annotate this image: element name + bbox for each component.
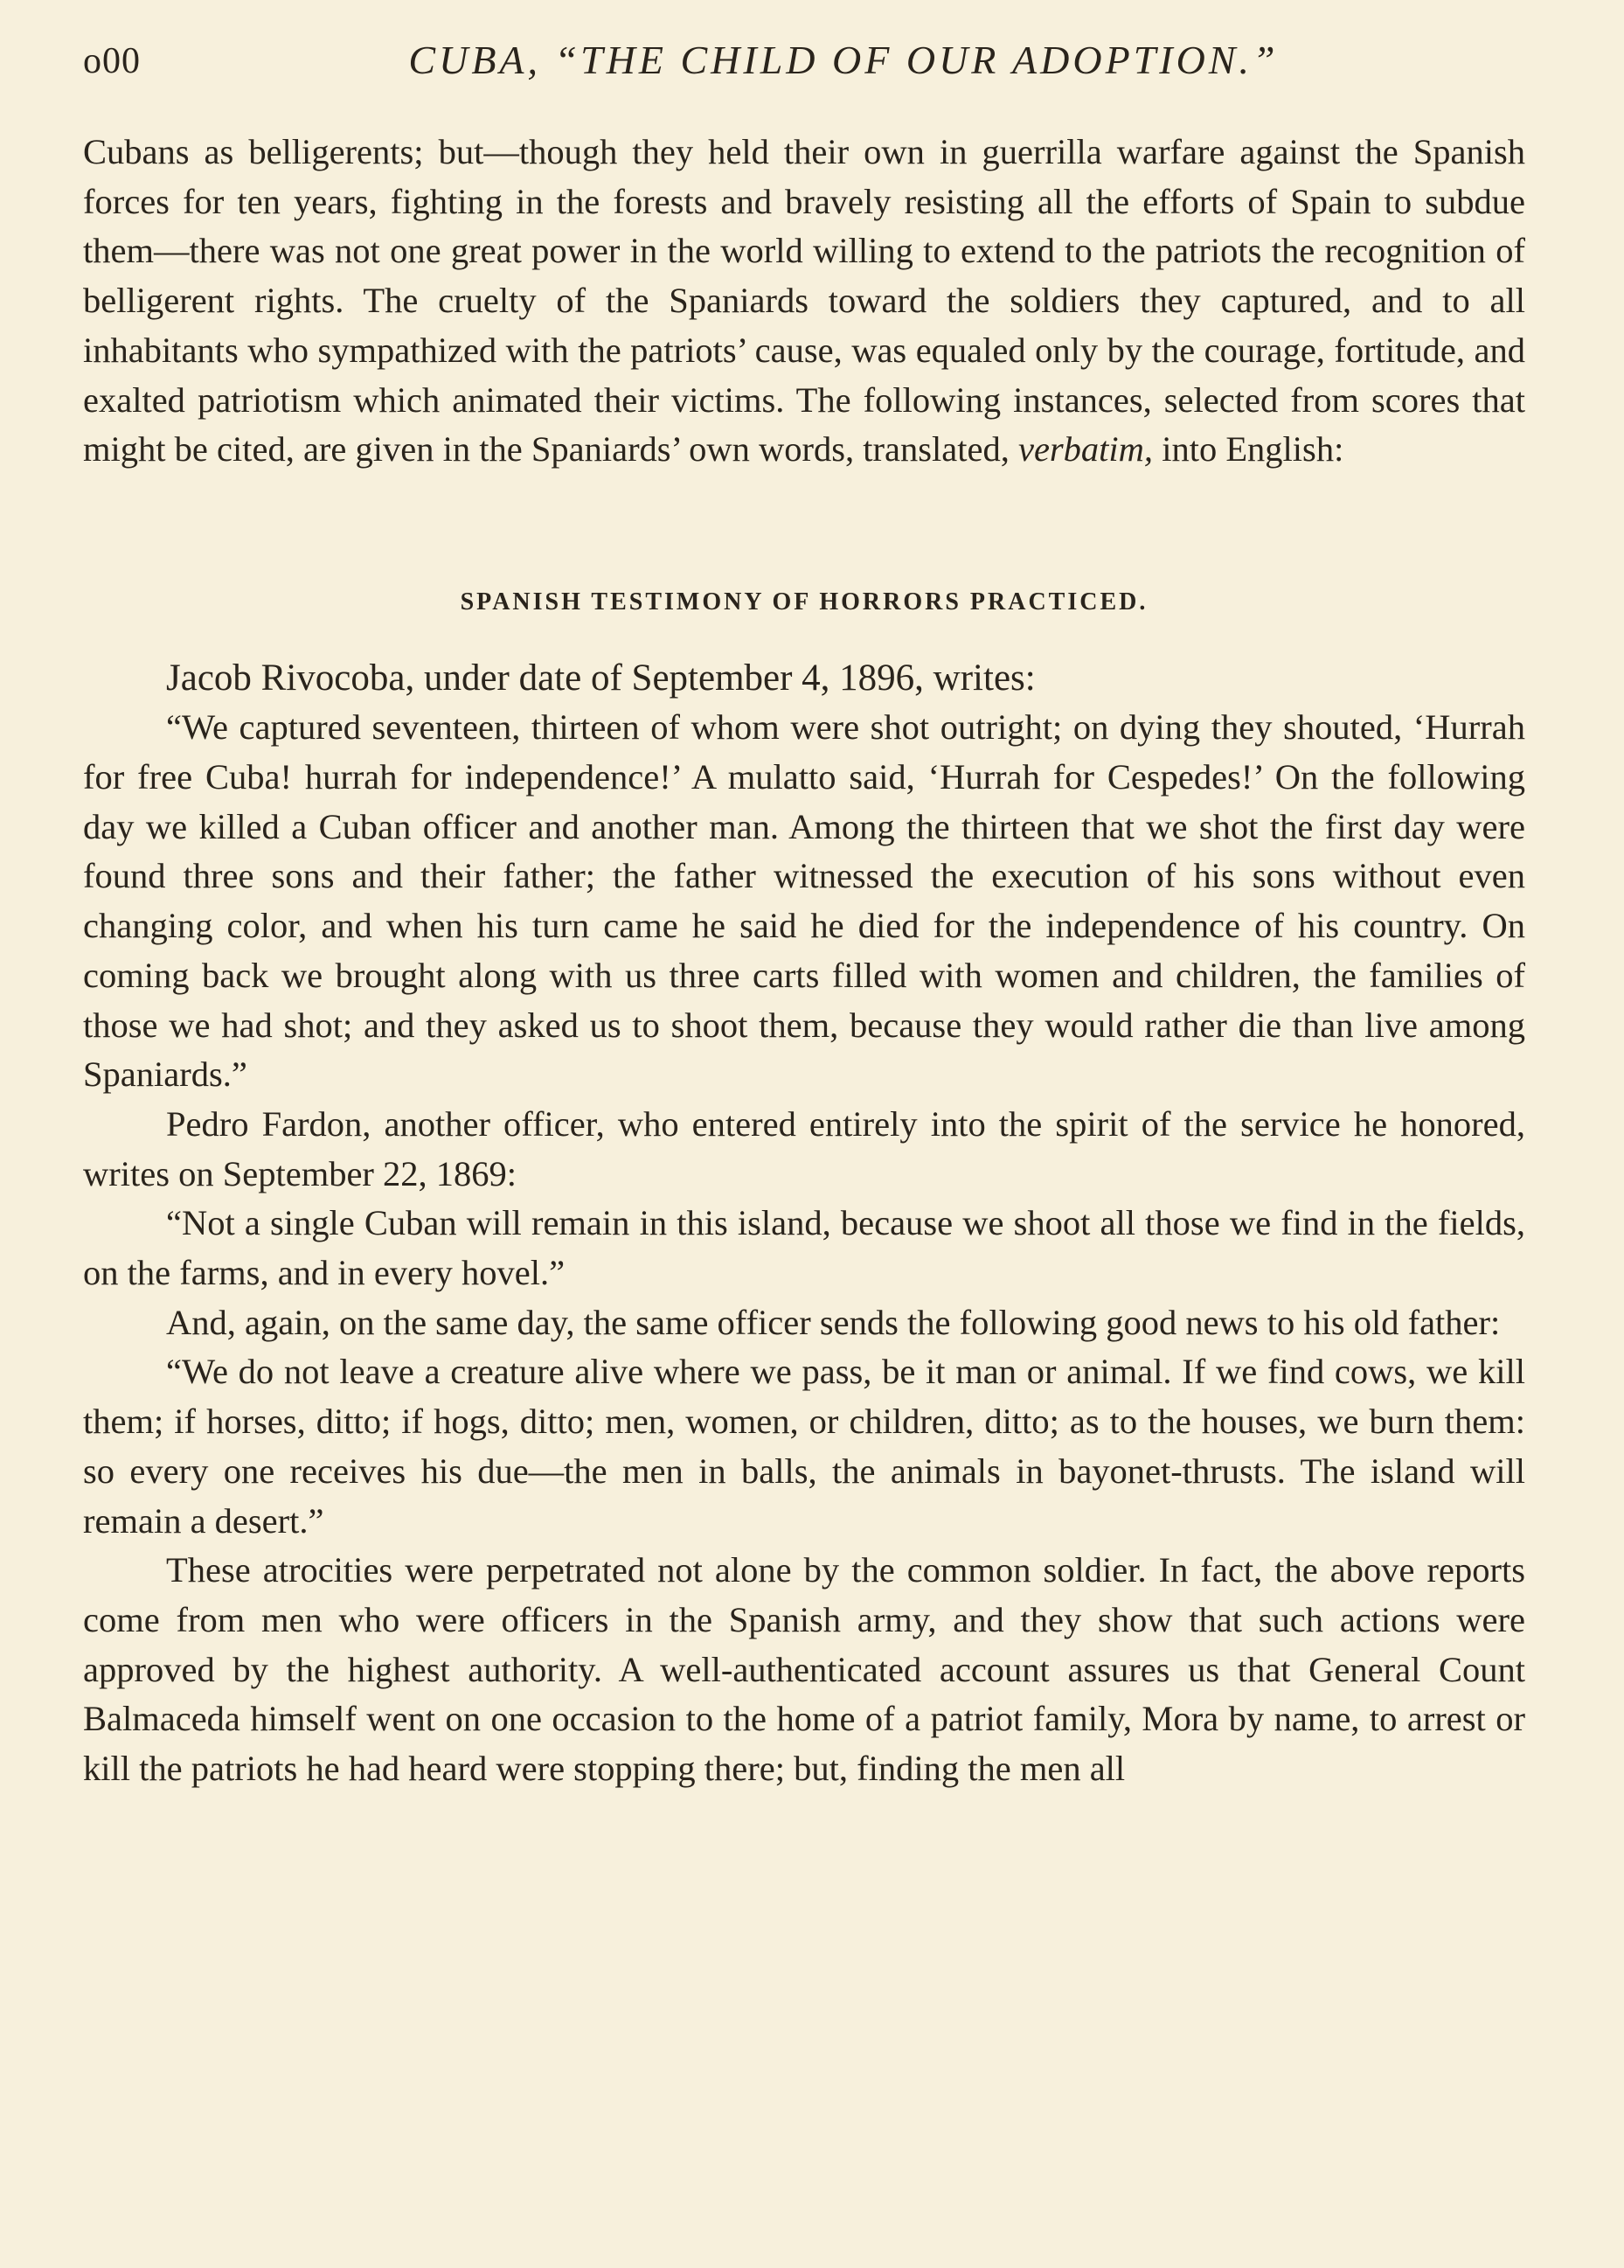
- book-page: [83, 33, 1525, 1794]
- paragraph-fardon-intro: Pedro Fardon, another officer, who entered entirely into the spirit of the service he honored, writes on September 22, 1869:: [83, 1103, 1525, 1193]
- section-heading: SPANISH TESTIMONY OF HORRORS PRACTICED.: [460, 588, 1149, 616]
- page-header: [83, 33, 1525, 94]
- paragraph-fardon-quote: “Not a single Cuban will remain in this island, because we shoot all those we find in the fields, on the farms, and in every hovel.”: [83, 1203, 1525, 1293]
- paragraph-intro: [83, 128, 1525, 475]
- running-title: CUBA, “THE CHILD OF OUR ADOPTION.”: [408, 38, 1279, 82]
- paragraph-fardon-again: And, again, on the same day, the same officer sends the following good news to his old father:: [166, 1302, 1501, 1342]
- paragraph-rivocoba-intro: Jacob Rivocoba, under date of September 4, 1896, writes:: [166, 657, 1036, 699]
- page-number: o00: [83, 41, 141, 81]
- paragraph-fardon-letter: “We do not leave a creature alive where we pass, be it man or animal. If we find cows, we kill them; if horses, ditto; if hogs, ditto; men, women, or children, ditto; as to the houses, we burn them: so every one receives his due—the men in balls, the animals in bayonet-thrusts. The island will remain a desert.”: [83, 1352, 1525, 1541]
- verbatim-italic: verbatim,: [1017, 429, 1154, 470]
- paragraph-intro-end: into English:: [1153, 429, 1344, 470]
- paragraph-rivocoba-quote: “We captured seventeen, thirteen of whom were shot outright; on dying they shouted, ‘Hurrah for free Cuba! hurrah for independence!’ A mulatto said, ‘Hurrah for Cespedes!’ On the following day we killed a Cuban officer and another man. Among the thirteen that we shot the first day were found three sons and their father; the father witnessed the execution of his sons without even changing color, and when his turn came he said he died for the independence of his country. On coming back we brought along with us three carts filled with women and children, the families of those we had shot; and they asked us to shoot them, because they would rather die than live among Spaniards.”: [83, 707, 1525, 1095]
- paragraph-intro-text: Cubans as belligerents; but—though they held their own in guerrilla warfare against the Spanish forces for ten years, fighting in the forests and bravely resisting all the efforts of Spain to subdue them—there was not one great power in the world willing to extend to the patriots the recognition of belligerent rights. The cruelty of the Spaniards toward the soldiers they captured, and to all inhabitants who sympathized with the patriots’ cause, was equaled only by the courage, fortitude, and exalted patriotism which animated their victims. The following instances, selected from scores that might be cited, are given in the Spaniards’ own words, translated,: [83, 132, 1525, 470]
- paragraph-atrocities: These atrocities were perpetrated not alone by the common soldier. In fact, the above reports come from men who were officers in the Spanish army, and they show that such actions were approved by the highest authority. A well-authenticated account assures us that General Count Balmaceda himself went on one occasion to the home of a patriot family, Mora by name, to arrest or kill the patriots he had heard were stopping there; but, finding the men all: [83, 1550, 1525, 1789]
- body-text: [83, 128, 1525, 1794]
